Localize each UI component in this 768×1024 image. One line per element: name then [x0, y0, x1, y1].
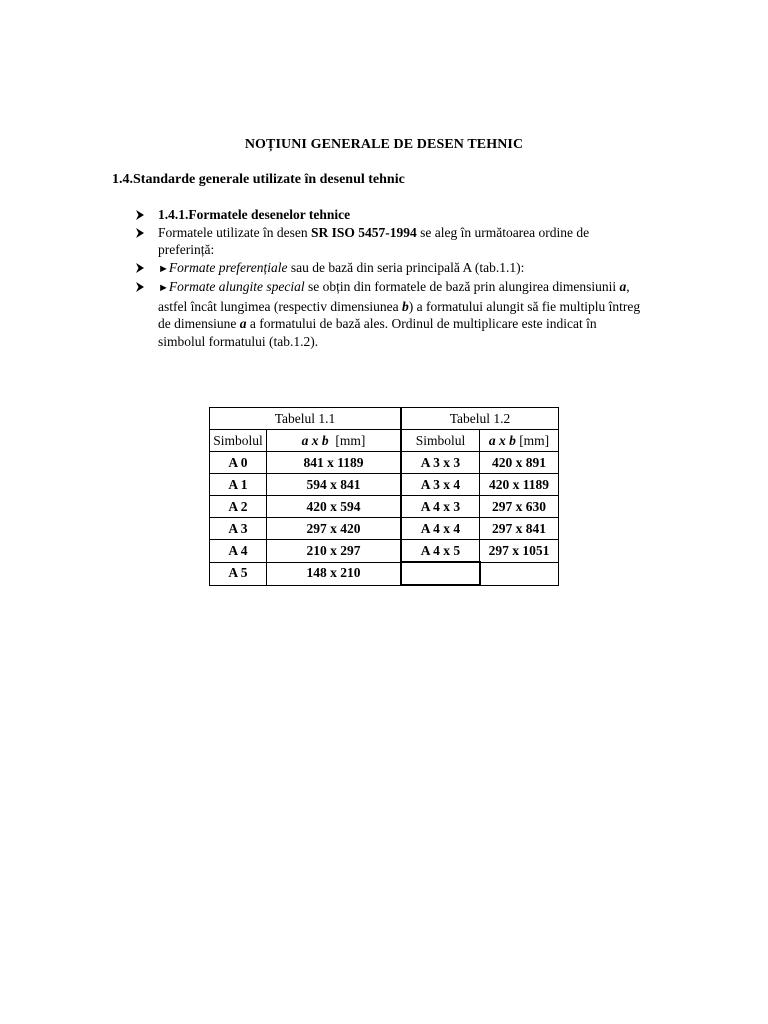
arrow-bullet-icon: [135, 228, 145, 238]
symbol-cell: A 3 x 4: [401, 474, 480, 496]
symbol-cell: A 4 x 5: [401, 540, 480, 563]
symbol-cell: A 3: [210, 518, 267, 540]
bullet-text: se aleg în următoarea ordine de preferință:: [158, 224, 590, 257]
dimension-cell: 210 x 297: [267, 540, 402, 563]
col-header-symbol: Simbolul: [401, 430, 480, 452]
symbol-cell: A 1: [210, 474, 267, 496]
dimension-cell: 297 x 630: [480, 496, 559, 518]
bullet-item-4: [135, 278, 645, 350]
table-row: [210, 518, 559, 540]
symbol-cell: A 3 x 3: [401, 452, 480, 474]
caption-table-1-1: Tabelul 1.1: [210, 408, 402, 430]
bullet-item-2: [135, 224, 645, 259]
empty-cell: [401, 562, 480, 585]
formats-table: [209, 407, 559, 586]
var-a: a: [239, 316, 247, 331]
dimension-cell: 420 x 1189: [480, 474, 559, 496]
bullet-text: Formatele utilizate în desen: [158, 224, 311, 240]
table-row: [210, 474, 559, 496]
symbol-cell: A 4: [210, 540, 267, 563]
caption-row: [210, 408, 559, 430]
triangle-marker: ►: [158, 282, 169, 294]
header-row: [210, 430, 559, 452]
term-preferential: Formate preferențiale: [168, 259, 288, 275]
bullet-text: sau de bază din seria principală A (tab.1.1):: [287, 259, 525, 275]
arrow-bullet-icon: [135, 210, 145, 220]
dimension-cell: 420 x 594: [267, 496, 402, 518]
var-a: a: [619, 279, 627, 294]
col-header-dimensions: a x b [mm]: [267, 430, 402, 452]
table-row: [210, 562, 559, 585]
bullet-text: se obțin din formatele de bază prin alungirea dimensiunii: [304, 279, 620, 294]
symbol-cell: A 5: [210, 562, 267, 585]
bullet-text: a formatului de bază ales. Ordinul de multiplicare este indicat în simbolul formatului (tab.1.2).: [158, 316, 597, 349]
arrow-bullet-icon: [135, 282, 145, 292]
bullet-text: ) a formatului alungit să fie multiplu întreg de dimensiune: [158, 298, 641, 331]
dimension-cell: 841 x 1189: [267, 452, 402, 474]
standard-name: SR ISO 5457-1994: [310, 224, 417, 240]
dimension-cell: 297 x 420: [267, 518, 402, 540]
triangle-marker: ►: [158, 262, 169, 275]
empty-cell: [480, 562, 559, 585]
symbol-cell: A 4 x 3: [401, 496, 480, 518]
dimension-cell: 594 x 841: [267, 474, 402, 496]
col-header-symbol: Simbolul: [210, 430, 267, 452]
symbol-cell: A 2: [210, 496, 267, 518]
dimension-cell: 297 x 1051: [480, 540, 559, 563]
dimension-cell: 148 x 210: [267, 562, 402, 585]
bullet-item-1: [135, 206, 645, 224]
col-header-dimensions: a x b [mm]: [480, 430, 559, 452]
dimension-cell: 297 x 841: [480, 518, 559, 540]
document-title: NOȚIUNI GENERALE DE DESEN TEHNIC: [244, 137, 524, 152]
arrow-bullet-icon: [135, 263, 145, 273]
bullet-list: [135, 206, 645, 350]
table-row: [210, 496, 559, 518]
var-b: b: [402, 298, 409, 314]
subsection-heading: 1.4.1.Formatele desenelor tehnice: [158, 207, 351, 222]
bullet-text: , astfel încât lungimea (respectiv dimensiunea: [158, 279, 630, 314]
term-elongated: Formate alungite special: [168, 279, 305, 294]
symbol-cell: A 4 x 4: [401, 518, 480, 540]
table-row: [210, 540, 559, 563]
symbol-cell: A 0: [210, 452, 267, 474]
caption-table-1-2: Tabelul 1.2: [401, 408, 559, 430]
section-heading: 1.4.Standarde generale utilizate în desenul tehnic: [112, 172, 405, 187]
dimension-cell: 420 x 891: [480, 452, 559, 474]
table-row: [210, 452, 559, 474]
bullet-item-3: [135, 259, 645, 279]
